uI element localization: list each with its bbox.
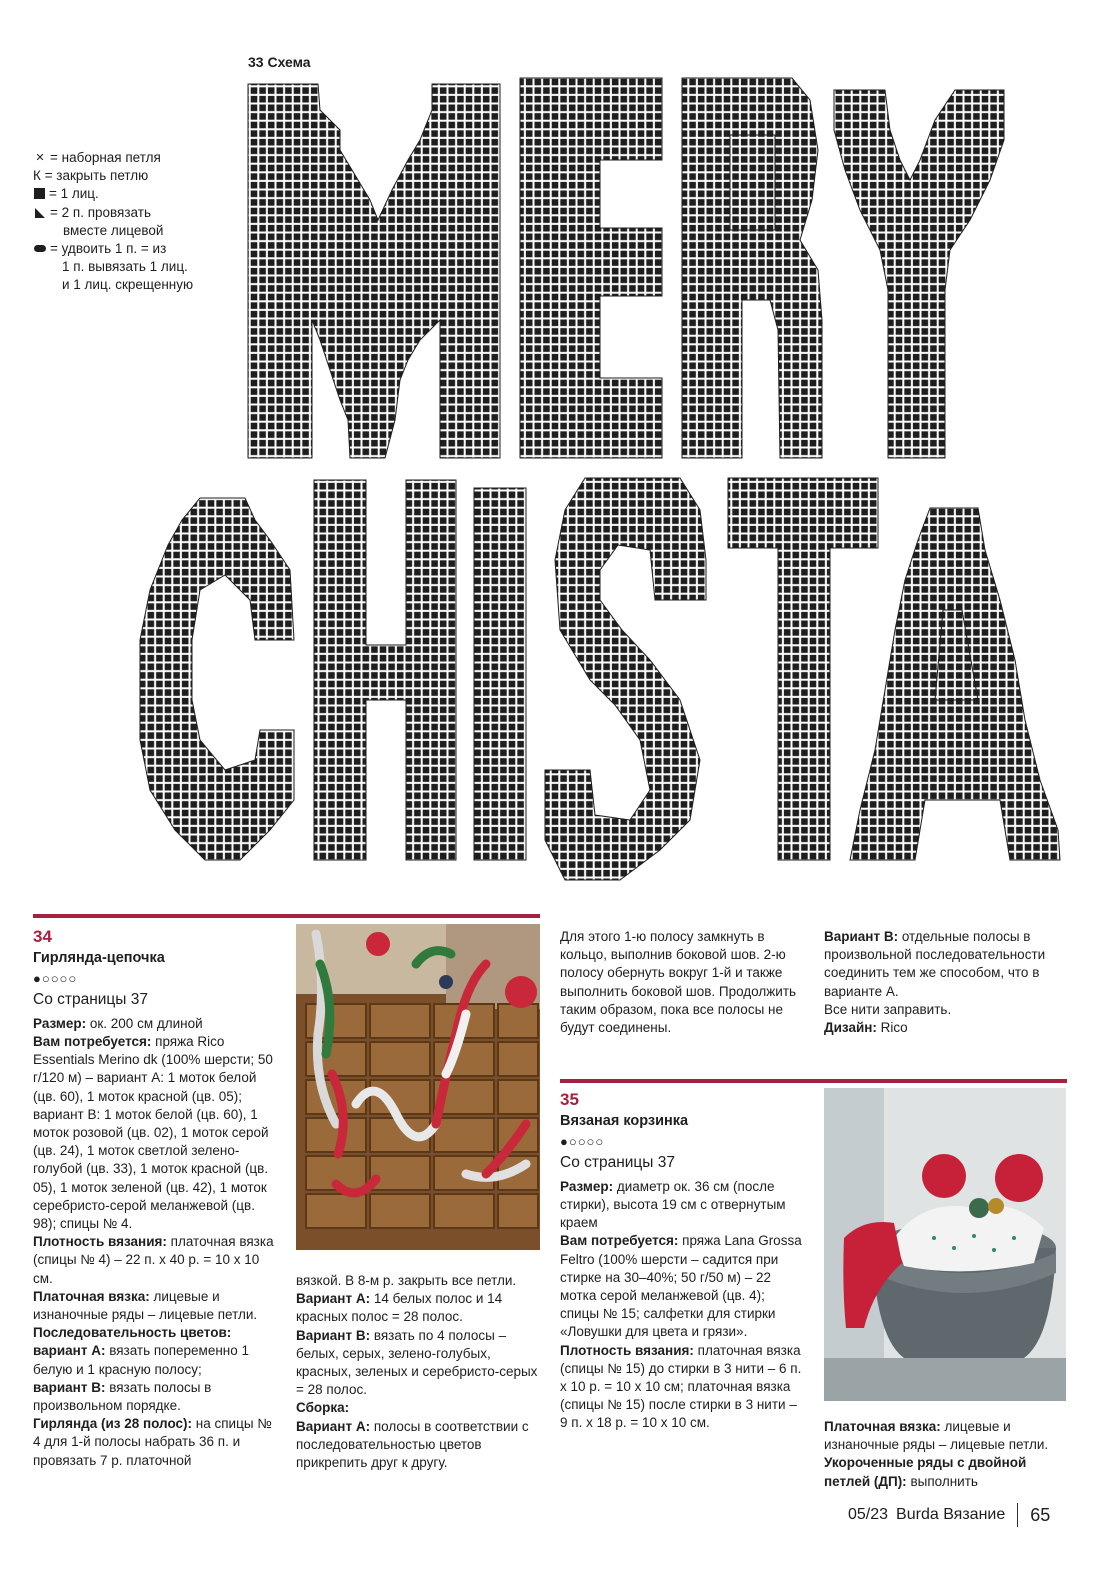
section-rule-35 xyxy=(560,1079,1067,1083)
legend-increase: = удвоить 1 п. = из xyxy=(33,240,233,258)
issue-number: 05/23 xyxy=(848,1506,889,1523)
item-number: 35 xyxy=(560,1090,579,1109)
item-title: Гирлянда-цепочка xyxy=(33,950,165,967)
page-number: 65 xyxy=(1030,1504,1051,1525)
chart-word-mery xyxy=(248,78,1004,458)
legend-bind-off: К = закрыть петлю xyxy=(33,168,149,184)
letter-h xyxy=(314,480,456,860)
source-page: Со страницы 37 xyxy=(560,1153,675,1171)
letter-m xyxy=(248,84,500,458)
difficulty-rating: ●○○○○ xyxy=(560,1134,605,1150)
letter-c xyxy=(140,498,294,860)
cross-icon: ✕ xyxy=(35,152,45,164)
item34-col4: Вариант В: отдельные полосы в произвольной последовательности соединить тем же способом, что в варианте А. Все нити заправить. Дизайн: Rico xyxy=(824,929,1046,1036)
item34-col3: Для этого 1-ю полосу замкнуть в кольцо, выполнив боковой шов. 2-ю полосу обернуть вокруг 1-й и также выполнить боковой шов. Продолжить таким образом, пока все полосы не будут соединены. xyxy=(560,929,797,1036)
item35-col2: Платочная вязка: лицевые и изнаночные ряды – лицевые петли. Укороченные ряды с двойной петлей (ДП): выполнить xyxy=(824,1419,1049,1489)
letter-t xyxy=(728,478,878,860)
letter-y xyxy=(834,90,1004,458)
item34-col1: 34 Гирлянда-цепочка ●○○○○ Со страницы 37 Размер: ок. 200 см длиной Вам потребуется: пряжа Rico Essentials Merino dk (100% шерсти; 50 г/120 м) – вариант А: 1 моток белой (цв. 60), 1 моток красной (цв. 05); вариант В: 1 моток белой (цв. 60), 1 моток розовой (цв. 02), 1 моток серой (цв. 24), 1 моток светлой зелено-голубой (цв. 33), 1 моток красной (цв. 05), 1 моток зеленой (цв. 42), 1 моток серебристо-серой меланжевой (цв. 98); спицы № 4. Плотность вязания: платочная вязка (спицы № 4) – 22 п. х 40 р. = 10 х 10 см. Платочная вязка: лицевые и изнаночные ряды – лицевые петли. Последовательность цветов: вариант А: вязать попеременно 1 белую и 1 красную полосу; вариант В: вязать полосы в произвольном порядке. Гирлянда (из 28 полос): на спицы № 4 для 1-й полосы набрать 36 п. и провязать 7 р. платочной xyxy=(33,928,281,1470)
footer-divider xyxy=(1017,1503,1018,1527)
garland-photo xyxy=(296,924,540,1250)
difficulty-rating: ●○○○○ xyxy=(33,971,78,987)
chart-legend: ✕ = наборная петля К = закрыть петлю = 1 лиц. = 2 п. провязать вместе лицевой = удвоить 1 п. = из 1 п. вывязать 1 лиц. и 1 лиц. скрещенную xyxy=(33,149,233,295)
page-footer xyxy=(848,1503,1050,1527)
section-rule-34 xyxy=(33,914,540,918)
item35-col1: 35 Вязаная корзинка ●○○○○ Со страницы 37 Размер: диаметр ок. 36 см (после стирки), высота 19 см с отвернутым краем Вам потребуется: пряжа Lana Grossa Feltro (100% шерсти – садится при стирке на 30–40%; 50 г/50 м) – 22 мотка серой меланжевой (цв. 4); спицы № 15; салфетки для стирки «Ловушки для цвета и грязи». Плотность вязания: платочная вязка (спицы № 15) до стирки в 3 нити – 6 п. х 10 р. = 10 х 10 см; платочная вязка (спицы № 15) после стирки в 3 нити – 9 п. х 18 р. = 10 х 10 см. xyxy=(560,1091,806,1433)
legend-cast-on: ✕ = наборная петля xyxy=(33,149,233,167)
source-page: Со страницы 37 xyxy=(33,990,148,1008)
letter-s xyxy=(545,478,706,880)
chart-title: 33 Схема xyxy=(248,54,311,70)
legend-knit: = 1 лиц. xyxy=(33,185,233,203)
letter-i xyxy=(474,488,526,860)
item-title: Вязаная корзинка xyxy=(560,1113,689,1130)
item34-col2: вязкой. В 8-м р. закрыть все петли. Вариант А: 14 белых полос и 14 красных полос = 28 полос. Вариант В: вязать по 4 полосы – белых, серых, зелено-голубых, красных, зеленых и серебристо-серых = 28 полос. Сборка: Вариант А: полосы в соответствии с последовательностью цветов прикрепить друг к другу. xyxy=(296,1273,538,1471)
magazine-name: Burda Вязание xyxy=(896,1506,1006,1523)
letter-r-gap xyxy=(730,135,775,230)
basket-photo xyxy=(824,1088,1066,1401)
item-number: 34 xyxy=(33,927,52,946)
letter-e xyxy=(520,78,662,458)
legend-k2tog: = 2 п. провязать xyxy=(33,204,233,222)
chart-word-chista xyxy=(140,478,1060,880)
